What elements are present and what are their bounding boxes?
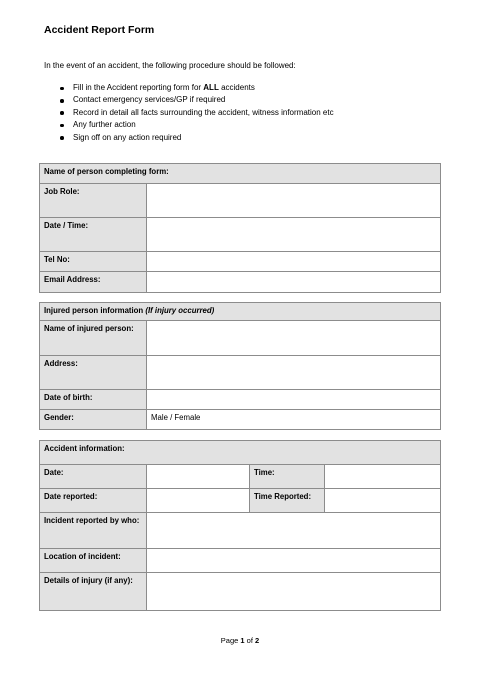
accident-date-field[interactable] — [147, 465, 250, 489]
completer-table — [39, 163, 441, 293]
dob-label: Date of birth: — [40, 390, 147, 410]
injured-name-label: Name of injured person: — [40, 321, 147, 356]
job-role-field[interactable] — [147, 184, 441, 218]
date-reported-label: Date reported: — [40, 489, 147, 513]
accident-time-label: Time: — [250, 465, 325, 489]
date-time-label: Date / Time: — [40, 218, 147, 252]
dob-field[interactable] — [147, 390, 441, 410]
reported-by-label: Incident reported by who: — [40, 513, 147, 549]
gender-label: Gender: — [40, 410, 147, 430]
intro-text: In the event of an accident, the following procedure should be followed: — [44, 61, 296, 70]
injury-details-label: Details of injury (if any): — [40, 573, 147, 611]
accident-info-header: Accident information: — [40, 441, 441, 465]
procedure-item — [60, 107, 334, 119]
location-field[interactable] — [147, 549, 441, 573]
location-label: Location of incident: — [40, 549, 147, 573]
procedure-item — [60, 94, 334, 106]
procedure-list — [60, 82, 334, 144]
footer-middle: of — [244, 636, 256, 645]
current-page: 1 — [240, 636, 245, 645]
procedure-text: Any further action — [73, 120, 136, 130]
time-reported-label: Time Reported: — [250, 489, 325, 513]
tel-no-label: Tel No: — [40, 252, 147, 272]
date-time-field[interactable] — [147, 218, 441, 252]
injured-person-table — [39, 302, 441, 430]
time-reported-field[interactable] — [325, 489, 441, 513]
gender-field[interactable]: Male / Female — [147, 410, 441, 430]
form-title: Accident Report Form — [44, 24, 155, 36]
address-field[interactable] — [147, 356, 441, 390]
email-field[interactable] — [147, 272, 441, 293]
injured-person-header-note: (If injury occurred) — [145, 306, 215, 315]
reported-by-field[interactable] — [147, 513, 441, 549]
accident-info-table — [39, 440, 441, 611]
injured-person-header — [40, 303, 441, 321]
procedure-item — [60, 119, 334, 131]
procedure-text-end: accidents — [218, 83, 255, 92]
procedure-text: Contact emergency services/GP if required — [73, 95, 226, 105]
completer-header: Name of person completing form: — [40, 164, 441, 184]
procedure-text: Sign off on any action required — [73, 132, 182, 142]
email-label: Email Address: — [40, 272, 147, 293]
total-pages: 2 — [255, 636, 260, 645]
address-label: Address: — [40, 356, 147, 390]
procedure-text: Fill in the Accident reporting form for — [73, 83, 204, 92]
tel-no-field[interactable] — [147, 252, 441, 272]
procedure-text: Record in detail all facts surrounding the accident, witness information etc — [73, 107, 334, 117]
accident-time-field[interactable] — [325, 465, 441, 489]
footer-prefix: Page — [220, 636, 241, 645]
accident-date-label: Date: — [40, 465, 147, 489]
procedure-emphasis: ALL — [203, 83, 219, 92]
injury-details-field[interactable] — [147, 573, 441, 611]
page-footer — [0, 636, 480, 645]
date-reported-field[interactable] — [147, 489, 250, 513]
job-role-label: Job Role: — [40, 184, 147, 218]
procedure-item — [60, 132, 334, 144]
procedure-item — [60, 82, 334, 94]
injured-name-field[interactable] — [147, 321, 441, 356]
injured-person-header-text: Injured person information — [44, 306, 146, 315]
